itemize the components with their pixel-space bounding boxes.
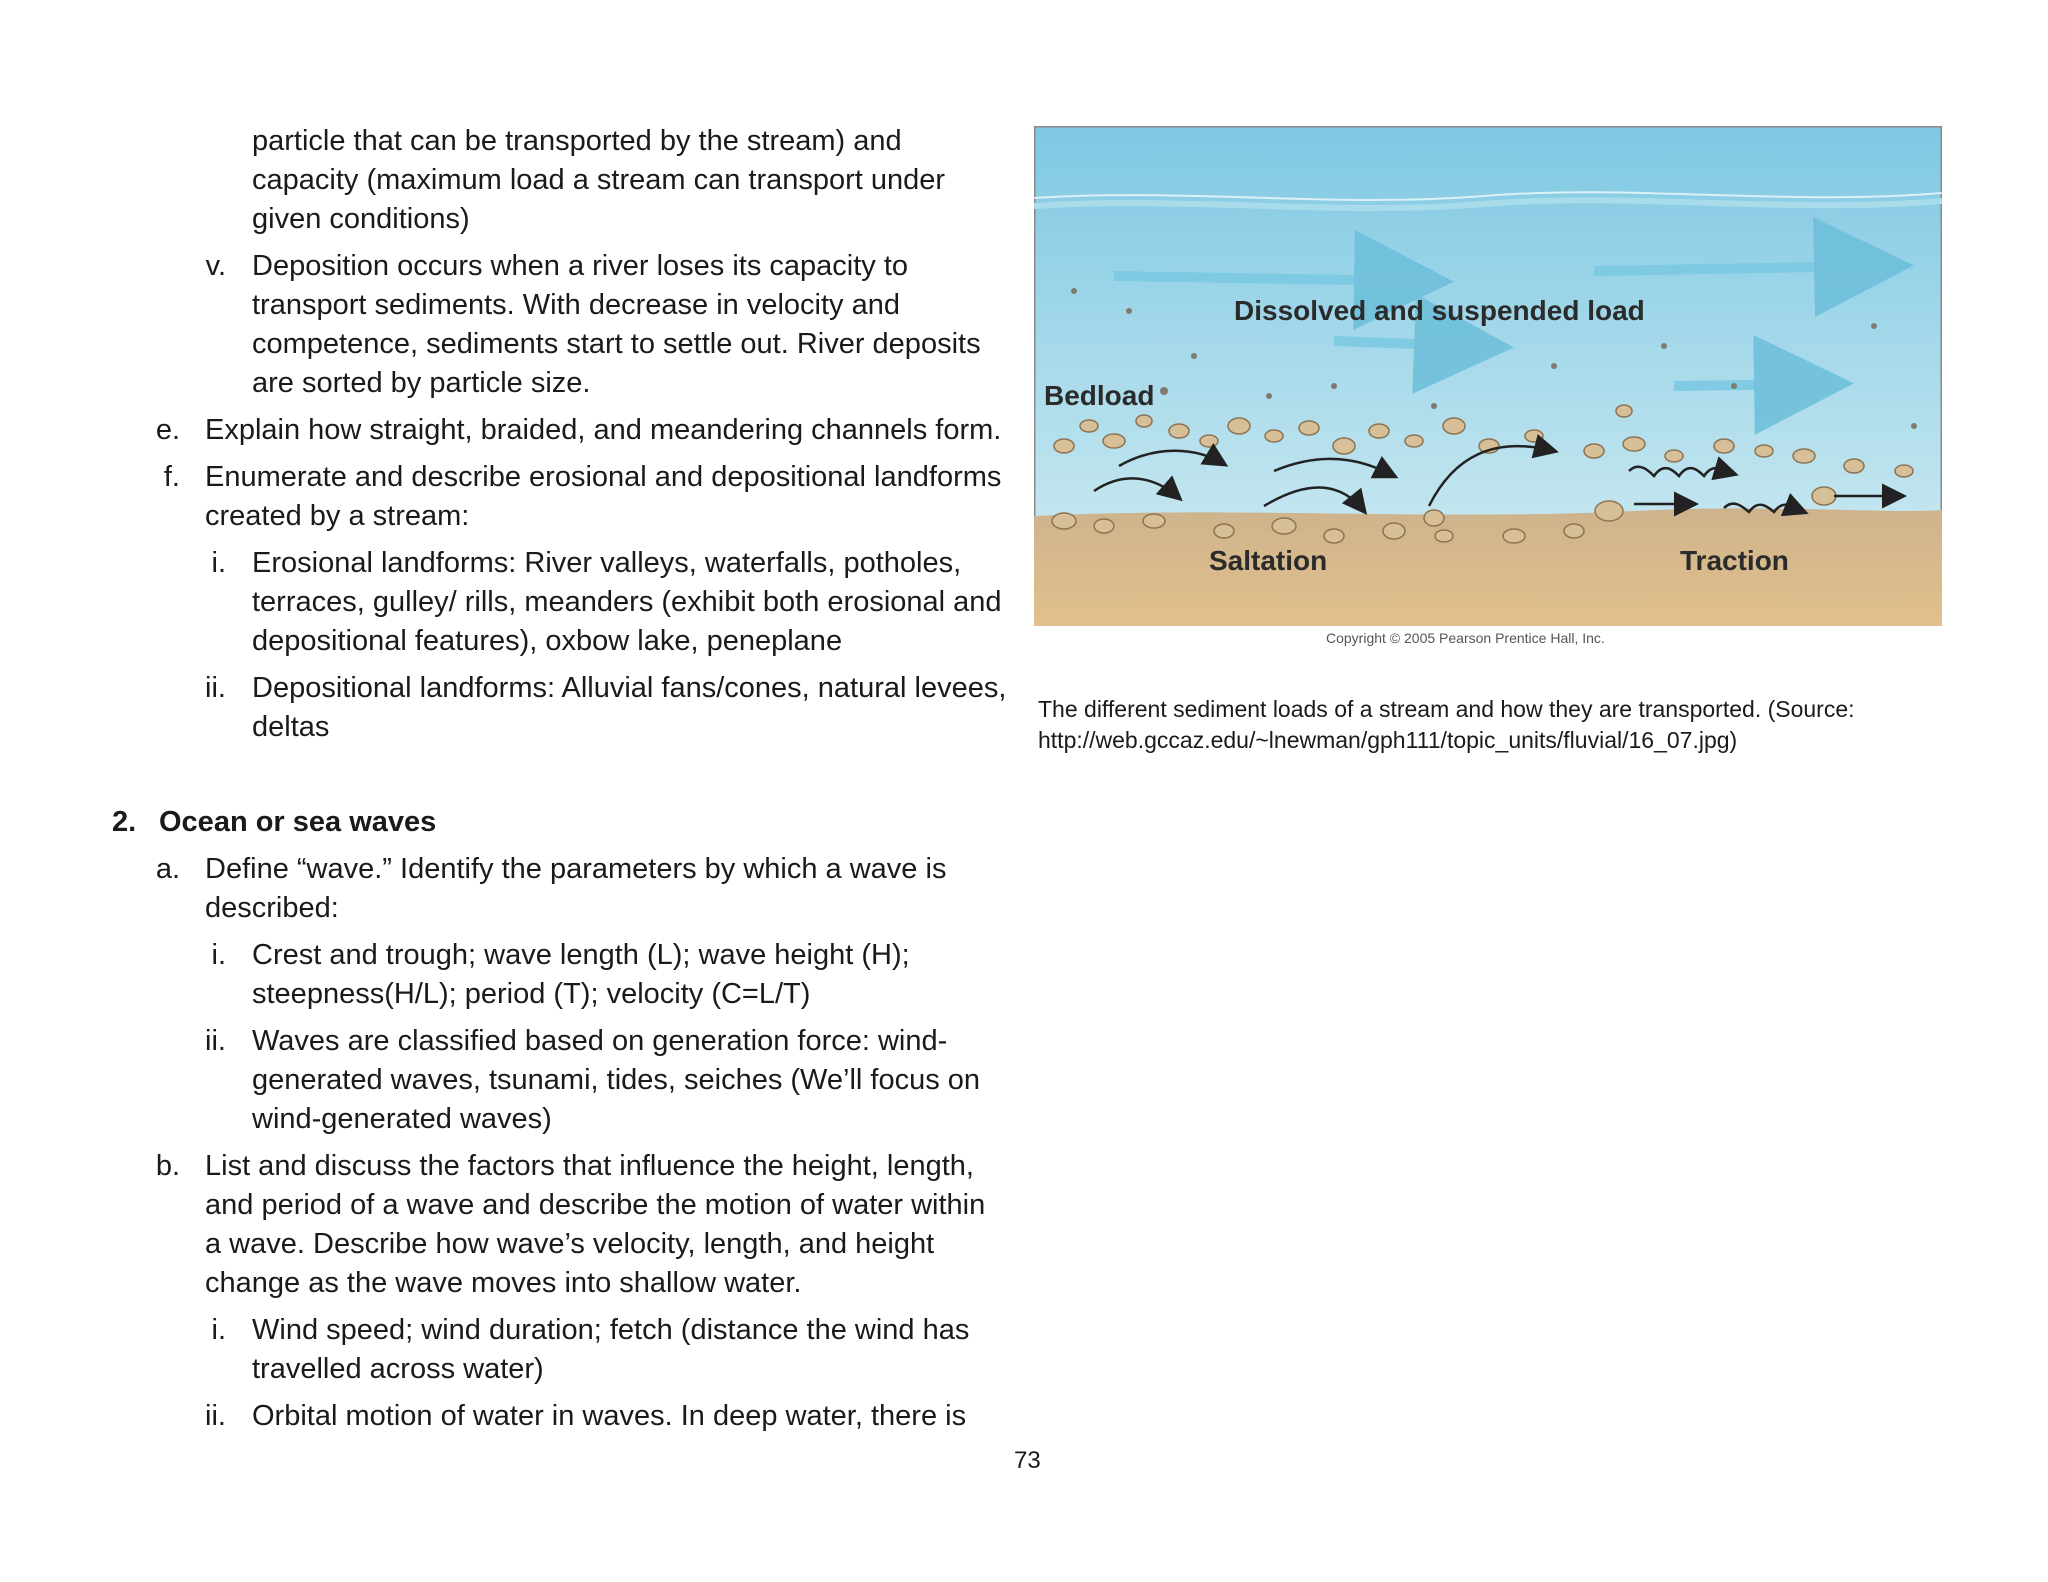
text-line: Crest and trough; wave length (L); wave height (H);	[252, 939, 910, 971]
text-line: deltas	[252, 711, 330, 743]
text-line: Enumerate and describe erosional and depositional landforms	[205, 461, 1002, 493]
text-line: and period of a wave and describe the motion of water within	[205, 1189, 986, 1221]
list-marker: a.	[155, 853, 180, 885]
text-line: a wave. Describe how wave’s velocity, length, and height	[205, 1228, 935, 1260]
text-line: Define “wave.” Identify the parameters by which a wave is	[205, 853, 947, 885]
section-title: Ocean or sea waves	[159, 806, 437, 838]
figure-caption: The different sediment loads of a stream and how they are transported. (Source:	[1038, 696, 1855, 722]
label-bedload: Bedload	[1044, 380, 1155, 411]
text-line: are sorted by particle size.	[252, 367, 591, 399]
text-line: given conditions)	[252, 203, 470, 235]
text-line: created by a stream:	[205, 500, 470, 532]
list-marker: ii.	[205, 1400, 226, 1432]
text-line: described:	[205, 892, 339, 924]
text-line: Depositional landforms: Alluvial fans/cones, natural levees,	[252, 672, 1007, 704]
text-line: steepness(H/L); period (T); velocity (C=L/T)	[252, 978, 811, 1010]
text-line: competence, sediments start to settle out. River deposits	[252, 328, 981, 360]
figure-copyright: Copyright © 2005 Pearson Prentice Hall, Inc.	[1326, 630, 1605, 646]
list-marker: ii.	[205, 1025, 226, 1057]
text-line: transport sediments. With decrease in velocity and	[252, 289, 900, 321]
figure-caption-source: http://web.gccaz.edu/~lnewman/gph111/topic_units/fluvial/16_07.jpg)	[1038, 727, 1738, 753]
text-line: terraces, gulley/ rills, meanders (exhibit both erosional and	[252, 586, 1002, 618]
text-line: wind-generated waves)	[252, 1103, 552, 1135]
list-marker: ii.	[205, 672, 226, 704]
list-marker: f.	[163, 461, 180, 493]
list-marker: i.	[211, 1314, 226, 1346]
stream-bed	[1034, 508, 1942, 626]
text-line: travelled across water)	[252, 1353, 544, 1385]
list-marker: i.	[211, 939, 226, 971]
text-line: change as the wave moves into shallow water.	[205, 1267, 802, 1299]
list-marker: v.	[205, 250, 226, 282]
text-line: Waves are classified based on generation force: wind-	[252, 1025, 948, 1057]
page-number: 73	[1014, 1447, 1041, 1474]
text-line: capacity (maximum load a stream can transport under	[252, 164, 946, 196]
section-number: 2.	[112, 806, 137, 838]
list-marker: e.	[155, 414, 180, 446]
text-line: List and discuss the factors that influence the height, length,	[205, 1150, 974, 1182]
text-line: generated waves, tsunami, tides, seiches (We’ll focus on	[252, 1064, 981, 1096]
text-line: Wind speed; wind duration; fetch (distance the wind has	[252, 1314, 970, 1346]
list-marker: i.	[211, 547, 226, 579]
sediment-load-diagram	[1034, 126, 1942, 626]
text-line: Erosional landforms: River valleys, waterfalls, potholes,	[252, 547, 962, 579]
text-line: Deposition occurs when a river loses its capacity to	[252, 250, 909, 282]
label-saltation: Saltation	[1209, 545, 1328, 576]
text-line: Orbital motion of water in waves. In deep water, there is	[252, 1400, 967, 1432]
text-line: depositional features), oxbow lake, peneplane	[252, 625, 843, 657]
label-dissolved: Dissolved and suspended load	[1234, 295, 1645, 326]
text-line: particle that can be transported by the stream) and	[252, 125, 902, 157]
list-marker: b.	[155, 1150, 180, 1182]
text-line: Explain how straight, braided, and meandering channels form.	[205, 414, 1002, 446]
label-traction: Traction	[1680, 545, 1789, 576]
sediment-load-figure	[1034, 126, 1942, 626]
